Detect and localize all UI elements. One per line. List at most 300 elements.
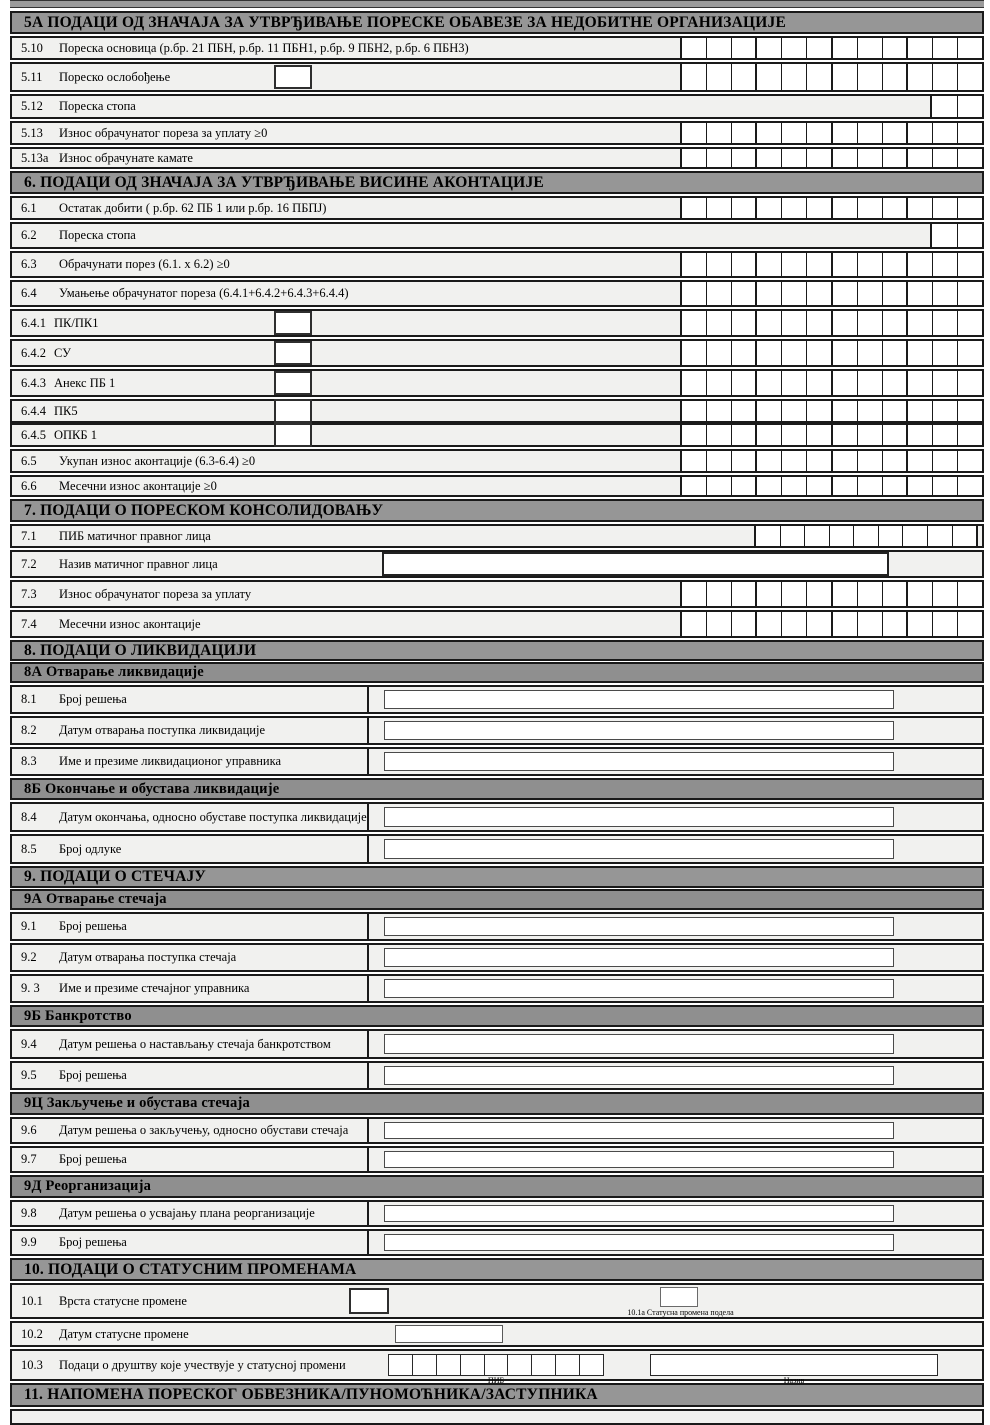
digit-cell[interactable] (755, 149, 781, 167)
digit-cell[interactable] (781, 253, 806, 276)
digit-cell[interactable] (857, 64, 882, 90)
row-title-box (12, 1063, 369, 1088)
note-area[interactable] (10, 1409, 984, 1425)
row-number: 9.6 (21, 1123, 37, 1137)
digit-cell[interactable] (906, 477, 932, 495)
digit-cell[interactable] (755, 311, 781, 335)
digit-cell[interactable] (831, 371, 857, 395)
digit-cell[interactable] (806, 371, 831, 395)
row-title-box (12, 749, 369, 774)
digit-cell[interactable] (957, 253, 982, 276)
digit-cell[interactable] (806, 123, 831, 143)
digit-cell[interactable] (932, 401, 957, 421)
digit-cell[interactable] (957, 149, 982, 167)
digit-cell[interactable] (706, 311, 731, 335)
digit-cell[interactable] (755, 123, 781, 143)
digit-cell[interactable] (957, 64, 982, 90)
digit-cell[interactable] (831, 477, 857, 495)
digit-cell[interactable] (882, 282, 907, 305)
digit-cell[interactable] (389, 1355, 412, 1375)
digit-cell[interactable] (755, 198, 781, 218)
section-header-sec7 (10, 499, 984, 522)
digit-cell[interactable] (882, 401, 907, 421)
digit-cell[interactable] (853, 526, 878, 546)
digit-cell[interactable] (706, 425, 731, 445)
digit-cell[interactable] (806, 38, 831, 58)
digit-cell[interactable] (806, 451, 831, 471)
digit-cell[interactable] (882, 149, 907, 167)
digit-cell[interactable] (932, 371, 957, 395)
digit-cell[interactable] (806, 311, 831, 335)
text-input[interactable] (384, 721, 894, 740)
digit-cell[interactable] (932, 123, 957, 143)
digit-cell[interactable] (957, 425, 982, 445)
digit-cell[interactable] (857, 253, 882, 276)
row-number: 8.3 (21, 754, 37, 768)
row-number: 6.5 (21, 453, 37, 468)
digit-cell[interactable] (781, 282, 806, 305)
digit-cell[interactable] (731, 371, 756, 395)
digit-cell[interactable] (932, 612, 957, 636)
digit-cell[interactable] (706, 64, 731, 90)
digit-cell[interactable] (831, 401, 857, 421)
digit-cell[interactable] (857, 401, 882, 421)
digit-cell[interactable] (682, 253, 706, 276)
row-number: 8.5 (21, 841, 37, 856)
digit-cell[interactable] (682, 425, 706, 445)
digit-cell[interactable] (882, 477, 907, 495)
section-title: 8А Отварање ликвидације (24, 664, 204, 680)
section-header-sec8 (10, 640, 984, 661)
digit-cell[interactable] (932, 582, 957, 606)
digit-cell[interactable] (755, 371, 781, 395)
digit-cell[interactable] (806, 253, 831, 276)
digit-cell[interactable] (882, 64, 907, 90)
digit-cell[interactable] (682, 612, 706, 636)
page-top-divider (10, 0, 984, 8)
section-header-sec8a (10, 662, 984, 683)
row-r6_4_5 (10, 423, 984, 447)
digit-cell[interactable] (682, 451, 706, 471)
digit-cell[interactable] (857, 282, 882, 305)
row-label: Име и презиме ликвидационог управника (59, 754, 282, 768)
section-title: 11. НАПОМЕНА ПОРЕСКОГ ОБВЕЗНИКА/ПУНОМОЋНИКА/ЗАСТУПНИКА (24, 1386, 598, 1403)
digit-cell[interactable] (781, 149, 806, 167)
digit-cell[interactable] (806, 282, 831, 305)
digit-cell[interactable] (682, 198, 706, 218)
digit-cell[interactable] (682, 282, 706, 305)
digit-cell[interactable] (756, 526, 780, 546)
digit-cell[interactable] (831, 425, 857, 445)
digit-cell[interactable] (682, 311, 706, 335)
section-title: 9Б Банкротство (24, 1007, 132, 1024)
digit-cell[interactable] (957, 123, 982, 143)
row-label: Назив матичног правног лица (59, 556, 218, 571)
digit-cell[interactable] (882, 425, 907, 445)
digit-cell[interactable] (857, 311, 882, 335)
digit-cell[interactable] (906, 371, 932, 395)
attachment-checkbox[interactable] (274, 341, 312, 365)
digit-cell[interactable] (806, 401, 831, 421)
digit-cell[interactable] (857, 425, 882, 445)
text-input[interactable] (384, 1034, 894, 1054)
row-number: 6.4.1 (21, 315, 46, 330)
row-r9_2 (10, 943, 984, 972)
digit-cell[interactable] (932, 96, 957, 117)
row-number: 9.9 (21, 1235, 37, 1249)
row-title (12, 1202, 367, 1225)
section-title: 9. ПОДАЦИ О СТЕЧАЈУ (24, 868, 206, 885)
digit-cell[interactable] (857, 149, 882, 167)
digit-cell[interactable] (831, 311, 857, 335)
digit-cell[interactable] (957, 612, 982, 636)
row-title (12, 1148, 367, 1171)
row-label: СУ (54, 345, 72, 360)
amount-cells (680, 253, 982, 276)
digit-cell[interactable] (831, 198, 857, 218)
digit-cell[interactable] (932, 38, 957, 58)
digit-cell[interactable] (682, 38, 706, 58)
row-r6_2 (10, 222, 984, 249)
digit-cell[interactable] (857, 38, 882, 58)
digit-cell[interactable] (932, 451, 957, 471)
digit-cell[interactable] (857, 341, 882, 365)
digit-cell[interactable] (781, 64, 806, 90)
digit-cell[interactable] (781, 123, 806, 143)
digit-cell[interactable] (932, 198, 957, 218)
digit-cell[interactable] (906, 612, 932, 636)
digit-cell[interactable] (902, 526, 927, 546)
digit-cell[interactable] (857, 451, 882, 471)
digit-cell[interactable] (706, 371, 731, 395)
digit-cell[interactable] (957, 582, 982, 606)
digit-cell[interactable] (731, 451, 756, 471)
amount-cells (680, 371, 982, 395)
digit-cell[interactable] (831, 582, 857, 606)
digit-cell[interactable] (706, 282, 731, 305)
digit-cell[interactable] (882, 38, 907, 58)
row-r6_4 (10, 280, 984, 307)
status-change-type-checkbox[interactable] (349, 1288, 389, 1314)
digit-cell[interactable] (882, 198, 907, 218)
digit-cell[interactable] (755, 282, 781, 305)
date-input[interactable] (395, 1325, 503, 1343)
digit-cell[interactable] (731, 582, 756, 606)
digit-cell[interactable] (806, 198, 831, 218)
digit-cell[interactable] (831, 123, 857, 143)
digit-cell[interactable] (957, 311, 982, 335)
attachment-checkbox[interactable] (274, 423, 312, 447)
digit-cell[interactable] (781, 425, 806, 445)
row-number: 6.4.2 (21, 345, 46, 360)
digit-cell[interactable] (957, 38, 982, 58)
digit-cell[interactable] (957, 371, 982, 395)
digit-cell[interactable] (906, 149, 932, 167)
digit-cell[interactable] (731, 282, 756, 305)
digit-cell[interactable] (781, 582, 806, 606)
row-label: Износ обрачунате камате (59, 150, 193, 165)
row-number: 6.6 (21, 478, 37, 493)
digit-cell[interactable] (706, 341, 731, 365)
digit-cell[interactable] (829, 526, 854, 546)
digit-cell[interactable] (831, 341, 857, 365)
digit-cell[interactable] (906, 311, 932, 335)
digit-cell[interactable] (957, 96, 983, 117)
text-input[interactable] (384, 1066, 894, 1085)
digit-cell[interactable] (857, 612, 882, 636)
digit-cell[interactable] (806, 582, 831, 606)
digit-cell[interactable] (731, 253, 756, 276)
digit-cell[interactable] (781, 401, 806, 421)
row-title (12, 224, 982, 247)
digit-cell[interactable] (932, 253, 957, 276)
amount-cells (680, 451, 982, 471)
digit-cell[interactable] (906, 123, 932, 143)
row-r8_5 (10, 834, 984, 864)
digit-cell[interactable] (878, 526, 903, 546)
digit-cell[interactable] (906, 282, 932, 305)
digit-cell[interactable] (412, 1355, 436, 1375)
digit-cell[interactable] (927, 526, 952, 546)
digit-cell[interactable] (957, 224, 983, 247)
attachment-checkbox[interactable] (274, 65, 312, 89)
digit-cell[interactable] (831, 253, 857, 276)
digit-cell[interactable] (857, 198, 882, 218)
digit-cell[interactable] (731, 425, 756, 445)
digit-cell[interactable] (507, 1355, 531, 1375)
digit-cell[interactable] (731, 311, 756, 335)
row-r5_11 (10, 62, 984, 92)
row-r7_1 (10, 524, 984, 548)
digit-cell[interactable] (932, 149, 957, 167)
digit-cell[interactable] (781, 198, 806, 218)
digit-cell[interactable] (957, 401, 982, 421)
digit-cell[interactable] (780, 526, 805, 546)
attachment-checkbox[interactable] (274, 399, 312, 423)
digit-cell[interactable] (682, 149, 706, 167)
attachment-checkbox[interactable] (274, 311, 312, 335)
row-label: Датум статусне промене (59, 1326, 189, 1341)
row-r6_4_3 (10, 369, 984, 397)
digit-cell[interactable] (806, 341, 831, 365)
digit-cell[interactable] (781, 612, 806, 636)
digit-cell[interactable] (932, 64, 957, 90)
digit-cell[interactable] (731, 341, 756, 365)
row-label: Број решења (59, 1068, 127, 1082)
digit-cell[interactable] (957, 282, 982, 305)
digit-cell[interactable] (555, 1355, 579, 1375)
row-r7_2 (10, 550, 984, 578)
text-input[interactable] (384, 839, 894, 859)
digit-cell[interactable] (682, 401, 706, 421)
digit-cell[interactable] (706, 38, 731, 58)
digit-cell[interactable] (781, 311, 806, 335)
digit-cell[interactable] (932, 425, 957, 445)
digit-cell[interactable] (831, 38, 857, 58)
text-input[interactable] (384, 1151, 894, 1168)
digit-cell[interactable] (957, 198, 982, 218)
digit-cell[interactable] (706, 612, 731, 636)
digit-cell[interactable] (579, 1355, 603, 1375)
digit-cell[interactable] (906, 64, 932, 90)
digit-cell[interactable] (706, 198, 731, 218)
digit-cell[interactable] (882, 451, 907, 471)
row-label: Месечни износ аконтације (59, 616, 201, 631)
digit-cell[interactable] (731, 198, 756, 218)
digit-cell[interactable] (706, 149, 731, 167)
digit-cell[interactable] (932, 282, 957, 305)
row-r7_3 (10, 580, 984, 608)
digit-cell[interactable] (731, 64, 756, 90)
digit-cell[interactable] (932, 477, 957, 495)
digit-cell[interactable] (731, 38, 756, 58)
digit-cell[interactable] (882, 253, 907, 276)
row-r8_1 (10, 685, 984, 714)
row-label: Износ обрачунатог пореза за уплату ≥0 (59, 125, 268, 140)
digit-cell[interactable] (755, 612, 781, 636)
digit-cell[interactable] (781, 371, 806, 395)
digit-cell[interactable] (957, 451, 982, 471)
digit-cell[interactable] (755, 477, 781, 495)
row-number: 7.3 (21, 586, 37, 601)
text-input[interactable] (384, 752, 894, 771)
row-label: ПИБ матичног правног лица (59, 528, 211, 543)
digit-cell[interactable] (460, 1355, 484, 1375)
row-r6_6 (10, 475, 984, 497)
digit-cell[interactable] (906, 341, 932, 365)
text-input[interactable] (384, 948, 894, 967)
amount-cells (680, 401, 982, 421)
digit-cell[interactable] (682, 341, 706, 365)
digit-cell[interactable] (906, 198, 932, 218)
digit-cell[interactable] (682, 123, 706, 143)
digit-cell[interactable] (906, 451, 932, 471)
digit-cell[interactable] (682, 64, 706, 90)
digit-cell[interactable] (682, 371, 706, 395)
amount-cells (680, 282, 982, 305)
digit-cell[interactable] (755, 425, 781, 445)
text-input[interactable] (384, 807, 894, 827)
digit-cell[interactable] (706, 123, 731, 143)
digit-cell[interactable] (731, 401, 756, 421)
digit-cell[interactable] (755, 341, 781, 365)
digit-cell[interactable] (731, 477, 756, 495)
row-r10_2 (10, 1321, 984, 1347)
digit-cell[interactable] (706, 477, 731, 495)
digit-cell[interactable] (906, 38, 932, 58)
text-input[interactable] (384, 917, 894, 936)
digit-cell[interactable] (882, 612, 907, 636)
digit-cell[interactable] (906, 582, 932, 606)
digit-cell[interactable] (484, 1355, 508, 1375)
digit-cell[interactable] (781, 451, 806, 471)
section-title: 5А ПОДАЦИ ОД ЗНАЧАЈА ЗА УТВРЂИВАЊЕ ПОРЕСКЕ ОБАВЕЗЕ ЗА НЕДОБИТНЕ ОРГАНИЗАЦИЈЕ (24, 13, 786, 31)
digit-cell[interactable] (755, 38, 781, 58)
digit-cell[interactable] (706, 582, 731, 606)
digit-cell[interactable] (755, 64, 781, 90)
digit-cell[interactable] (706, 253, 731, 276)
digit-cell[interactable] (831, 64, 857, 90)
status-change-division-checkbox[interactable] (660, 1287, 698, 1307)
digit-cell[interactable] (882, 582, 907, 606)
digit-cell[interactable] (755, 451, 781, 471)
amount-cells (680, 311, 982, 335)
digit-cell[interactable] (882, 371, 907, 395)
digit-cell[interactable] (906, 401, 932, 421)
row-r6_4_1 (10, 309, 984, 337)
digit-cell[interactable] (857, 477, 882, 495)
row-number: 6.2 (21, 228, 37, 242)
digit-cell[interactable] (755, 253, 781, 276)
digit-cell[interactable] (755, 401, 781, 421)
digit-cell[interactable] (531, 1355, 555, 1375)
digit-cell[interactable] (831, 282, 857, 305)
row-label: Пореска стопа (59, 228, 136, 242)
digit-cell[interactable] (436, 1355, 460, 1375)
digit-cell[interactable] (806, 612, 831, 636)
digit-cell[interactable] (932, 224, 957, 247)
section-header-sec8b (10, 778, 984, 800)
digit-cell[interactable] (882, 311, 907, 335)
digit-cell[interactable] (682, 582, 706, 606)
digit-cell[interactable] (806, 477, 831, 495)
digit-cell[interactable] (731, 123, 756, 143)
row-title (12, 96, 982, 117)
digit-cell[interactable] (882, 341, 907, 365)
digit-cell[interactable] (755, 582, 781, 606)
digit-cell[interactable] (706, 451, 731, 471)
digit-cell[interactable] (806, 64, 831, 90)
attachment-checkbox[interactable] (274, 371, 312, 395)
digit-cell[interactable] (906, 253, 932, 276)
text-input[interactable] (384, 979, 894, 998)
digit-cell[interactable] (804, 526, 829, 546)
digit-cell[interactable] (882, 123, 907, 143)
digit-cell[interactable] (957, 477, 982, 495)
row-r10_3 (10, 1349, 984, 1385)
digit-cell[interactable] (831, 612, 857, 636)
text-input[interactable] (384, 1205, 894, 1222)
digit-cell[interactable] (831, 149, 857, 167)
digit-cell[interactable] (806, 425, 831, 445)
digit-cell[interactable] (932, 341, 957, 365)
text-input[interactable] (384, 1234, 894, 1251)
digit-cell[interactable] (857, 371, 882, 395)
digit-cell[interactable] (781, 341, 806, 365)
text-input[interactable] (384, 1122, 894, 1139)
digit-cell[interactable] (731, 612, 756, 636)
digit-cell[interactable] (731, 149, 756, 167)
digit-cell[interactable] (906, 425, 932, 445)
digit-cell[interactable] (781, 477, 806, 495)
text-input[interactable] (384, 690, 894, 709)
name-text-input[interactable] (382, 552, 889, 576)
digit-cell[interactable] (831, 451, 857, 471)
digit-cell[interactable] (932, 311, 957, 335)
row-label: ПК5 (54, 403, 78, 418)
digit-cell[interactable] (857, 123, 882, 143)
digit-cell[interactable] (781, 38, 806, 58)
row-r8_2 (10, 716, 984, 745)
digit-cell[interactable] (952, 526, 977, 546)
digit-cell[interactable] (706, 401, 731, 421)
digit-cell[interactable] (682, 477, 706, 495)
digit-cell[interactable] (857, 582, 882, 606)
digit-cell[interactable] (806, 149, 831, 167)
row-title (12, 914, 367, 939)
company-name-input[interactable] (650, 1354, 938, 1376)
digit-cell[interactable] (957, 341, 982, 365)
